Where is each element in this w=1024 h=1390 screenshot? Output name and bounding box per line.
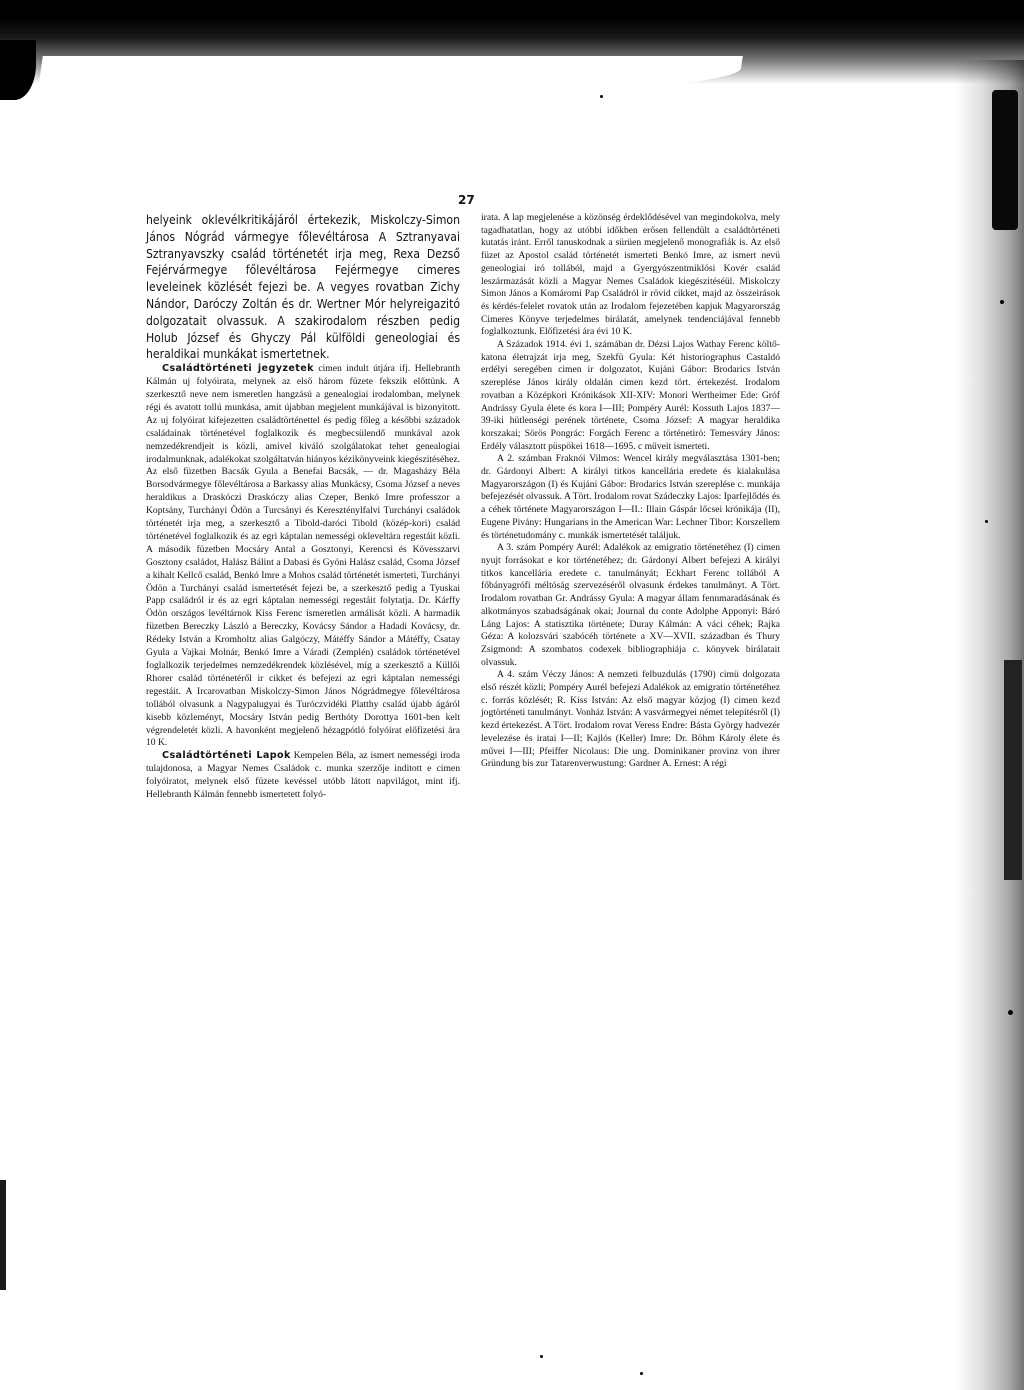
scan-speck [985,520,988,523]
scan-speck [1008,1010,1013,1015]
szazadok-issue-2: A 2. számban Fraknói Vilmos: Wencel király megválasztása 1301-ben; dr. Gárdonyi Albert: A királyi titkos kancellária eredete és kialakulása Magyarországon (I) és Kujáni Gábor: Brodarics István szereplése c. munkája befejezését olvassuk. A Tört. Irodalom rovat Szádeczky Lajos: Iparfejlődés és a céhek története Magyarországon I—II.: Illain Gáspár lőcsei krónikája (II), Eugene Pivány: Hungarians in the American War: Lechner Tibor: Korszellem és történetudomány c. munkák ismertetését találjuk. [481,453,780,541]
scan-speck [540,1355,543,1358]
scan-top-edge [0,0,1024,100]
intro-paragraph: helyeink oklevélkritikájáról értekezik, Miskolczy-Simon János Nógrád vármegye főlevéltárosa A Sztranyavai Sztranyavszky család történetét irja meg, Rexa Dezső Fejérvármegye főlevéltárosa Fejérmegye cimeres leveleinek közlését fejezi be. A vegyes rovatban Zichy Nándor, Daróczy Zoltán és dr. Wertner Mór helyreigazitó dolgozatait olvassuk. A szakirodalom részben pedig Holub József és Ghyczy Pál külföldi geneologiai és heraldikai munkákat ismertetnek. [146,213,460,362]
scan-speck [640,1372,643,1375]
jegyzetek-review [146,363,460,750]
szazadok-issue-4: A 4. szám Véczy János: A nemzeti felbuzdulás (1790) cimü dolgozata első részét közli; Pompéry Aurél befejezi Adalékok az emigratio történetéhez c. forrás közlését; R. Kiss István: Az első magyar közjog (I) cimen kezd jogtörténeti tanulmányt. Vonház István: A vasvármegyei német telepitésről (I) kezd értekezést. A Tört. Irodalom rovat Veress Endre: Básta György hadvezér levelezése és iratai I—II; Kajlós (Keller) Imre: Dr. Böhm Károly élete és művei I—III; Pfeiffer Nicolaus: Die ung. Dominikaner provinz von ihrer Gründung bis zur Tatarenverwustung: Gardner A. Ernest: A régi [481,669,780,770]
scan-speck [1000,300,1004,304]
lapok-continuation: irata. A lap megjelenése a közönség érdeklődésével van megindokolva, mely tagadhatatlan, hogy az utóbbi időkben erősen fellendült a családtörténeti kutatás iránt. Erről tanuskodnak a sürüen megjelenő monografiák is. Az első füzet az Apostol család történetét ismerteti Benkó Imre, az ismert nevü geneologiai iró tollából, majd a Gyergyószentmiklósi Kovér család leszármazását közli a Magyar Nemes Családok kiegészitéséül. Miskolczy Simon János a Komáromi Pap Családról ir rövid cikket, majd az összeirások és kérdés-felelet rovatok után az Irodalom fejezetében kapjuk Magyarország Cimeres Könyve terjedelmes birálatát, amelynek tendenciájával fennebb foglalkoztunk. Előfizetési ára évi 10 K. [481,212,780,338]
szazadok-issue-3: A 3. szám Pompéry Aurél: Adalékok az emigratio történetéhez (I) cimen nyujt forrásokat e kor történetéhez; dr. Gárdonyi Albert befejezi A királyi titkos kancellária eredete c. tanulmányát; Eckhart Ferenc tollából A főbányagrófi méltóság szervezéséről olvasunk érdekes tanulmányt. A Tört. Irodalom rovatban Gr. Andrássy Gyula: A magyar állam fennmaradásának és alkotmányos szabadságának okai; Journal du conte Adolphe Apponyi: Báró Láng Lajos: A statisztika története; Duray Kálmán: A váci céhek; Rajka Géza: A kolozsvári szabócéh története a XV—XVII. században és Thury Zsigmond: A szombatos codexek bibliographiája c. könyvek birálatait olvassuk. [481,542,780,668]
scan-speck [600,95,603,98]
lapok-heading: Családtörténeti Lapok [162,750,291,762]
right-column [481,212,780,771]
lapok-review [146,750,460,802]
jegyzetek-text: cimen indult útjára ifj. Hellebranth Kálmán uj folyóirata, melynek az első három füzete fekszik előttünk. A szerkesztő neve nem ismeretlen hangzású a genealogiai irodalomban, melynek régi és avatott tollú munkása, amit újabban megjelent munkájával is bizonyitott. Az uj folyóirat kifejezetten családtörténettel és pedig főleg a későbbi századok családainak történetével foglalkozik és megbecsülendő munkával azok nemzedékrendjeit is közli, amivel kiváló szolgálatokat tehet genealogiai irodalmunknak, adalékokat szolgáltatván hiányos kézikönyveink kiegészitéséhez. Az első füzetben Bacsák Gyula a Benefai Bacsák, — dr. Magasházy Béla Borsodvármegye főlevéltárosa a Barkassy alias Munkácsy, Csoma József a neves heraldikus a Draskóczi Draskóczy alias Czeper, Benkó Imre professzor a Koptsány, Turchányi Ödön a Turcsányi és Kereszténylfalvi Turchányi családok történetét irja meg, a szerkesztő a Tibold-daróci Tibold (közép-kori) család történetével foglalkozik és az egri káptalan nemességi okleveltára regestáit közli. A második füzetben Mocsáry Antal a Gosztonyi, Kerencsi és Kövesszarvi Gosztony családot, Halász Bálint a Dabasi és Gyóni Halász család, Csoma József a kihalt Kellcő család, Benkó Imre a Mohos család történetét ismerteti, Turchányi Ödön a Turchányi család ismertetését fejezi be, a szerkesztő pedig a Tyuskai Papp családról ir és az egri káptalan nemességi regestáit folytatja. Dr. Kárffy Ödön országos levéltárnok Kiss Ferenc ismeretlen armálisát közli. A harmadik füzetben Bereczky László a Bereczky, Kovácsy Sándor a Hadadi Kovácsy, dr. Rédeky István a Kromholtz alias Galgóczy, Mátéffy Sándor a Mátéffy, Csatay Gyula a Vajkai Molnár, Benkó Imre a Váradi (Zemplén) családok történetével foglalkozik terjedelmes nemzedékrendek közlésével, míg a szerkesztő a Küllői Rhorer család történetéről ir cikket és befejezi az egri káptalan nemességi regestáit. A Ircarovatban Miskolczy-Simon János Nógrádmegye főlevéltárosa tollából olvasunk a Nagypalugyai és Turóczvidéki Platthy család újabb ágáról kisebb közleményt, Mocsáry István pedig Berthóty Dorottya 1601-ben kelt végrendeletét közli. A havonként megjelenő hézagpótló folyóirat előfizetési ára 10 K. [146,363,460,749]
left-column [146,212,460,802]
scan-right-edge [932,60,1024,1390]
jegyzetek-heading: Családtörténeti jegyzetek [162,363,314,375]
szazadok-issue-1: A Századok 1914. évi 1. számában dr. Dézsi Lajos Wathay Ferenc költő-katona életrajzát irja meg, Szekfü Gyula: Két historiographus Castaldó erdélyi seregében cimen ir dolgozatot, Kujáni Gábor: Brodarics István szereplése János király oldalán cimen kezd tört. értekezést. Irodalom rovatban a Középkori Krónikások XII-XIV: Monori Wertheimer Ede: Gróf Andrássy Gyula élete és kora I—III; Pompéry Aurél: Kossuth Lajos 1837—39-iki hütlenségi perének története, Csoma József: A magyar heraldika korszakai; Sörös Pongrác: Forgách Ferenc a történetiró: Temesváry János: Erdély választott püspökei 1618—1695. c műveit ismerteti. [481,339,780,452]
scan-left-mark [0,1180,6,1290]
page-number: 27 [458,193,475,207]
lapok-text: Kempelen Béla, az ismert nemességi iroda tulajdonosa, a Magyar Nemes Családok c. munka szerzője inditott e cimen folyóiratot, melynek első füzete kevéssel utóbb látott napvilágot, mint ifj. Hellebranth Kálmán fennebb ismertetett folyó- [146,750,461,801]
